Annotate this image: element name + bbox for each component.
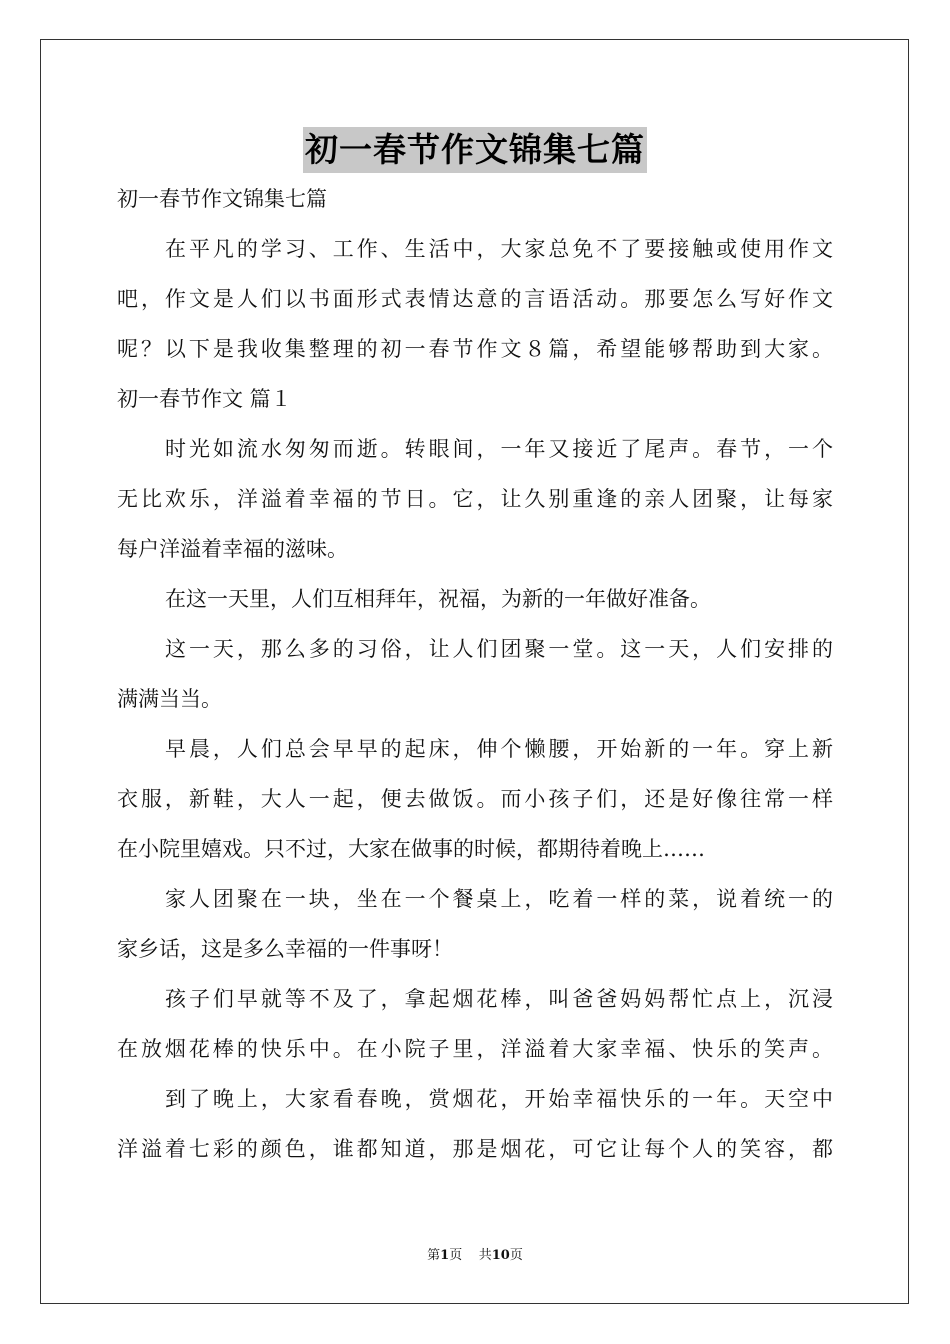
paragraph-line: 在小院里嬉戏。只不过，大家在做事的时候，都期待着晚上…… [117, 837, 705, 861]
section-heading: 初一春节作文 篇１ [117, 387, 292, 411]
paragraph-line: 在放烟花棒的快乐中。在小院子里，洋溢着大家幸福、快乐的笑声。 [117, 1037, 833, 1061]
paragraph-line: 时光如流水匆匆而逝。转眼间，一年又接近了尾声。春节，一个 [165, 437, 833, 461]
paragraph-line: 到了晚上，大家看春晚，赏烟花，开始幸福快乐的一年。天空中 [165, 1087, 833, 1111]
paragraph-line: 孩子们早就等不及了，拿起烟花棒，叫爸爸妈妈帮忙点上，沉浸 [165, 987, 833, 1011]
paragraph-line: 在这一天里，人们互相拜年，祝福，为新的一年做好准备。 [165, 587, 711, 611]
footer-page-number: 1 [440, 1248, 450, 1263]
subtitle-line: 初一春节作文锦集七篇 [117, 187, 327, 211]
paragraph-line: 吧，作文是人们以书面形式表情达意的言语活动。那要怎么写好作文 [117, 287, 833, 311]
footer-total-suffix: 页 [509, 1248, 523, 1263]
paragraph-line: 衣服，新鞋，大人一起，便去做饭。而小孩子们，还是好像往常一样 [117, 787, 833, 811]
page-footer [0, 1244, 950, 1263]
paragraph-line: 家乡话，这是多么幸福的一件事呀！ [117, 937, 453, 961]
paragraph-line: 满满当当。 [117, 687, 222, 711]
paragraph-line: 家人团聚在一块，坐在一个餐桌上，吃着一样的菜，说着统一的 [165, 887, 833, 911]
paragraph-line: 早晨，人们总会早早的起床，伸个懒腰，开始新的一年。穿上新 [165, 737, 833, 761]
footer-page-suffix: 页 [449, 1248, 463, 1263]
paragraph-line: 在平凡的学习、工作、生活中，大家总免不了要接触或使用作文 [165, 237, 833, 261]
paragraph-line: 呢？以下是我收集整理的初一春节作文８篇，希望能够帮助到大家。 [117, 337, 833, 361]
paragraph-line: 每户洋溢着幸福的滋味。 [117, 537, 348, 561]
footer-total-prefix: 共 [478, 1248, 492, 1263]
paragraph-line: 洋溢着七彩的颜色，谁都知道，那是烟花，可它让每个人的笑容，都 [117, 1137, 833, 1161]
footer-total-pages: 10 [491, 1248, 510, 1263]
title-container [0, 127, 950, 173]
paragraph-line: 无比欢乐，洋溢着幸福的节日。它，让久别重逢的亲人团聚，让每家 [117, 487, 833, 511]
document-title: 初一春节作文锦集七篇 [303, 127, 647, 173]
footer-prefix: 第 [427, 1248, 441, 1263]
paragraph-line: 这一天，那么多的习俗，让人们团聚一堂。这一天，人们安排的 [165, 637, 833, 661]
